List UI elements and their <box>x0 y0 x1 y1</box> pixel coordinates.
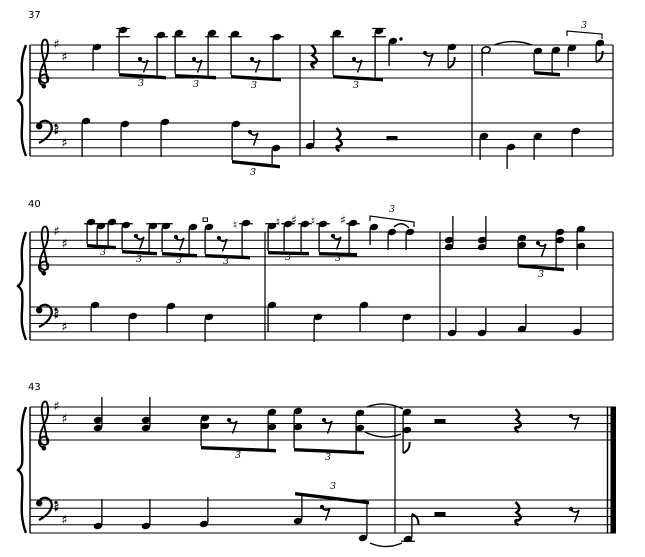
eighth-rest <box>323 508 331 521</box>
key-signature-sharp: ♯ <box>53 399 60 415</box>
accidental: ♮ <box>275 215 281 229</box>
triplet-label: 3 <box>334 253 342 264</box>
beam <box>534 71 560 76</box>
half-rest <box>435 512 446 516</box>
treble-clef-icon <box>42 271 47 276</box>
beam <box>295 492 369 504</box>
triplet-label: 3 <box>192 79 200 90</box>
eighth-flag <box>412 514 419 525</box>
half-rest <box>387 136 398 140</box>
eighth-flag <box>403 442 410 453</box>
brace-icon <box>18 45 26 156</box>
triplet-label: 3 <box>580 20 588 31</box>
accidental: ♮ <box>232 218 238 232</box>
key-signature-sharp: ♯ <box>53 307 60 323</box>
accidental: ♯ <box>291 213 297 227</box>
tuplet-bracket <box>567 31 602 39</box>
triplet-label: 3 <box>222 256 230 267</box>
treble-clef-icon <box>39 402 48 449</box>
eighth-rest <box>539 244 547 257</box>
tie <box>394 224 409 228</box>
eighth-rest <box>220 239 228 252</box>
triplet-label: 3 <box>329 481 337 492</box>
key-signature-sharp: ♯ <box>61 411 68 427</box>
key-signature-sharp: ♯ <box>53 37 60 53</box>
augmentation-dot <box>399 37 402 40</box>
key-signature-sharp: ♯ <box>61 136 68 152</box>
quarter-rest <box>515 502 520 525</box>
ornament-square <box>203 218 208 222</box>
triplet-label: 3 <box>537 269 545 280</box>
key-signature-sharp: ♯ <box>61 513 68 529</box>
eighth-rest <box>137 237 145 250</box>
triplet-label: 3 <box>250 80 258 91</box>
eighth-rest <box>141 60 149 73</box>
triplet-label: 3 <box>137 78 145 89</box>
triplet-label: 3 <box>324 452 332 463</box>
eighth-rest <box>355 60 363 73</box>
measure-number: 43 <box>28 382 41 393</box>
triplet-label: 3 <box>284 252 292 263</box>
triplet-label: 3 <box>352 80 360 91</box>
treble-clef-icon <box>42 446 47 451</box>
eighth-flag <box>596 51 603 62</box>
treble-clef-icon <box>42 84 47 89</box>
eighth-flag <box>448 57 455 68</box>
half-rest <box>435 419 446 423</box>
triplet-label: 3 <box>388 204 396 215</box>
treble-clef-icon <box>39 227 48 274</box>
brace-icon <box>18 232 26 340</box>
triplet-label: 3 <box>249 167 257 178</box>
final-barline <box>611 407 617 533</box>
quarter-rest <box>515 409 520 432</box>
triplet-label: 3 <box>175 255 183 266</box>
treble-clef-icon <box>39 40 48 87</box>
tie <box>370 543 402 547</box>
quarter-rest <box>311 45 316 68</box>
brace-icon <box>18 407 26 533</box>
key-signature-sharp: ♯ <box>61 320 68 336</box>
triplet-label: 3 <box>135 254 143 265</box>
eighth-rest <box>426 54 434 67</box>
key-signature-sharp: ♯ <box>53 500 60 516</box>
eighth-rest <box>334 237 342 250</box>
triplet-label: 3 <box>234 450 242 461</box>
key-signature-sharp: ♯ <box>53 123 60 139</box>
triplet-label: 3 <box>99 247 107 258</box>
key-signature-sharp: ♯ <box>53 224 60 240</box>
key-signature-sharp: ♯ <box>61 236 68 252</box>
accidental: ♮ <box>310 214 316 228</box>
measure-number: 37 <box>28 10 41 21</box>
accidental: ♯ <box>340 213 346 227</box>
eighth-rest <box>195 60 203 73</box>
eighth-rest <box>253 60 261 73</box>
key-signature-sharp: ♯ <box>61 49 68 65</box>
measure-number: 40 <box>28 199 41 210</box>
